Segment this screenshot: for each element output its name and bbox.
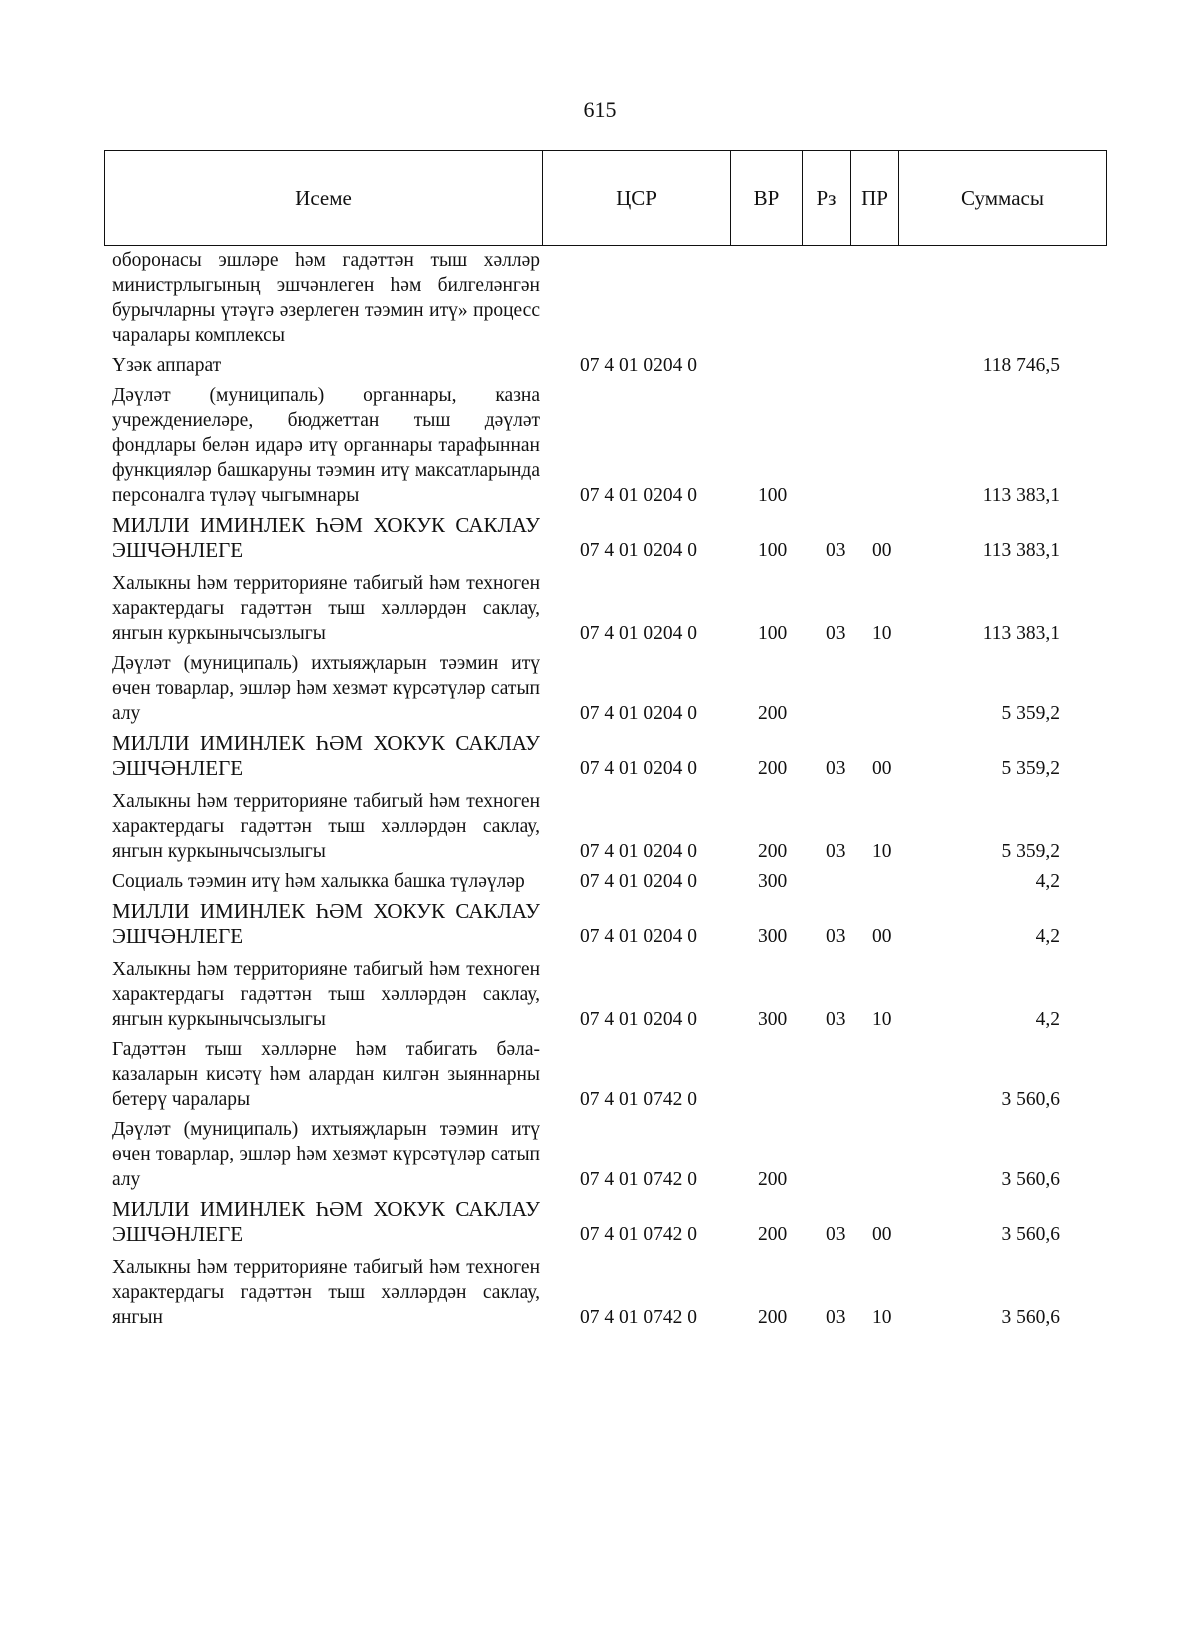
row-sum: 3 560,6 — [1001, 1224, 1060, 1245]
row-sum: 3 560,6 — [1001, 1169, 1060, 1190]
row-rz: 03 — [826, 758, 846, 779]
header-name: Исеме — [105, 151, 543, 246]
table-row — [112, 1197, 1114, 1247]
table-row — [112, 789, 1114, 864]
row-name: Дәүләт (муниципаль) ихтыяҗларын тәэмин итү өчен товарлар, эшләр һәм хезмәт күрсәтүләр сатып алу — [112, 653, 540, 724]
row-sum: 5 359,2 — [1001, 703, 1060, 724]
row-rz: 03 — [826, 1224, 846, 1245]
row-name: оборонасы эшләре һәм гадәттән тыш хәлләр министрлыгының эшчәнлеген һәм билгеләнгән бурычларны үтәүгә әзерлеген тәэмин итү» процесс чаралары комплексы — [112, 250, 540, 346]
row-vr: 100 — [758, 623, 788, 644]
row-csr: 07 4 01 0204 0 — [580, 871, 697, 892]
table-row — [112, 1255, 1114, 1330]
row-pr: 00 — [872, 1224, 892, 1245]
table-row — [112, 353, 1114, 378]
table-header — [104, 150, 1107, 246]
row-rz: 03 — [826, 623, 846, 644]
row-sum: 5 359,2 — [1001, 841, 1060, 862]
header-sum: Суммасы — [899, 151, 1107, 246]
row-vr: 300 — [758, 926, 788, 947]
row-pr: 00 — [872, 758, 892, 779]
row-rz: 03 — [826, 1307, 846, 1328]
row-sum: 4,2 — [1035, 926, 1060, 947]
row-name: МИЛЛИ ИМИНЛЕК ҺӘМ ХОКУК САКЛАУ ЭШЧӘНЛЕГЕ — [112, 513, 540, 562]
header-csr: ЦСР — [543, 151, 731, 246]
row-pr: 10 — [872, 1307, 892, 1328]
table-row — [112, 571, 1114, 646]
row-sum: 3 560,6 — [1001, 1089, 1060, 1110]
row-csr: 07 4 01 0204 0 — [580, 355, 697, 376]
row-name: Үзәк аппарат — [112, 355, 222, 376]
row-name: МИЛЛИ ИМИНЛЕК ҺӘМ ХОКУК САКЛАУ ЭШЧӘНЛЕГЕ — [112, 1197, 540, 1246]
row-csr: 07 4 01 0204 0 — [580, 841, 697, 862]
row-name: Халыкны һәм территорияне табигый һәм техноген характердагы гадәттән тыш хәлләрдән саклау, янгын — [112, 1257, 540, 1328]
row-pr: 10 — [872, 623, 892, 644]
page-number: 615 — [583, 97, 617, 122]
row-vr: 200 — [758, 1169, 788, 1190]
header-vr: ВР — [731, 151, 803, 246]
table-row — [112, 651, 1114, 726]
row-csr: 07 4 01 0204 0 — [580, 703, 697, 724]
table-row — [112, 869, 1114, 894]
row-rz: 03 — [826, 841, 846, 862]
row-sum: 118 746,5 — [982, 355, 1060, 376]
row-vr: 200 — [758, 1307, 788, 1328]
row-name: Халыкны һәм территорияне табигый һәм техноген характердагы гадәттән тыш хәлләрдән саклау, янгын куркынычсызлыгы — [112, 573, 540, 644]
row-vr: 200 — [758, 1224, 788, 1245]
row-name: Социаль тәэмин итү һәм халыкка башка түләүләр — [112, 871, 525, 892]
row-csr: 07 4 01 0204 0 — [580, 623, 697, 644]
row-csr: 07 4 01 0742 0 — [580, 1307, 697, 1328]
row-csr: 07 4 01 0742 0 — [580, 1089, 697, 1110]
row-name: Халыкны һәм территорияне табигый һәм техноген характердагы гадәттән тыш хәлләрдән саклау, янгын куркынычсызлыгы — [112, 791, 540, 862]
row-name: МИЛЛИ ИМИНЛЕК ҺӘМ ХОКУК САКЛАУ ЭШЧӘНЛЕГЕ — [112, 899, 540, 948]
row-csr: 07 4 01 0204 0 — [580, 1009, 697, 1030]
table-row — [112, 731, 1114, 781]
table-row — [112, 1117, 1114, 1192]
row-rz: 03 — [826, 926, 846, 947]
row-sum: 113 383,1 — [982, 485, 1060, 506]
row-vr: 300 — [758, 871, 788, 892]
row-csr: 07 4 01 0204 0 — [580, 758, 697, 779]
row-csr: 07 4 01 0204 0 — [580, 540, 697, 561]
row-pr: 00 — [872, 926, 892, 947]
row-rz: 03 — [826, 540, 846, 561]
row-vr: 200 — [758, 841, 788, 862]
row-csr: 07 4 01 0742 0 — [580, 1169, 697, 1190]
table-row — [112, 957, 1114, 1032]
row-vr: 200 — [758, 703, 788, 724]
row-sum: 113 383,1 — [982, 623, 1060, 644]
table-row — [112, 248, 1114, 348]
row-sum: 3 560,6 — [1001, 1307, 1060, 1328]
row-pr: 00 — [872, 540, 892, 561]
row-csr: 07 4 01 0204 0 — [580, 485, 697, 506]
row-vr: 100 — [758, 485, 788, 506]
row-csr: 07 4 01 0742 0 — [580, 1224, 697, 1245]
row-vr: 200 — [758, 758, 788, 779]
row-vr: 100 — [758, 540, 788, 561]
row-sum: 5 359,2 — [1001, 758, 1060, 779]
row-name: Халыкны һәм территорияне табигый һәм техноген характердагы гадәттән тыш хәлләрдән саклау, янгын куркынычсызлыгы — [112, 959, 540, 1030]
row-rz: 03 — [826, 1009, 846, 1030]
table-row — [112, 1037, 1114, 1112]
row-pr: 10 — [872, 1009, 892, 1030]
table-row — [112, 899, 1114, 949]
row-vr: 300 — [758, 1009, 788, 1030]
row-pr: 10 — [872, 841, 892, 862]
header-pr: ПР — [851, 151, 899, 246]
row-name: МИЛЛИ ИМИНЛЕК ҺӘМ ХОКУК САКЛАУ ЭШЧӘНЛЕГЕ — [112, 731, 540, 780]
table-row — [112, 383, 1114, 508]
header-rz: Рз — [803, 151, 851, 246]
row-name: Дәүләт (муниципаль) ихтыяҗларын тәэмин итү өчен товарлар, эшләр һәм хезмәт күрсәтүләр сатып алу — [112, 1119, 540, 1190]
row-sum: 4,2 — [1035, 1009, 1060, 1030]
table-body — [112, 248, 1114, 1330]
row-name: Дәүләт (муниципаль) органнары, казна учреждениеләре, бюджеттан тыш дәүләт фондлары белән идарә итү органнары тарафыннан функцияләр башкаруны тәэмин итү максатларында персоналга түләү чыгымнары — [112, 385, 540, 506]
table-row — [112, 513, 1114, 563]
row-sum: 113 383,1 — [982, 540, 1060, 561]
row-name: Гадәттән тыш хәлләрне һәм табигать бәла-казаларын кисәтү һәм алардан килгән зыяннарны бетерү чаралары — [112, 1039, 540, 1110]
row-sum: 4,2 — [1035, 871, 1060, 892]
row-csr: 07 4 01 0204 0 — [580, 926, 697, 947]
